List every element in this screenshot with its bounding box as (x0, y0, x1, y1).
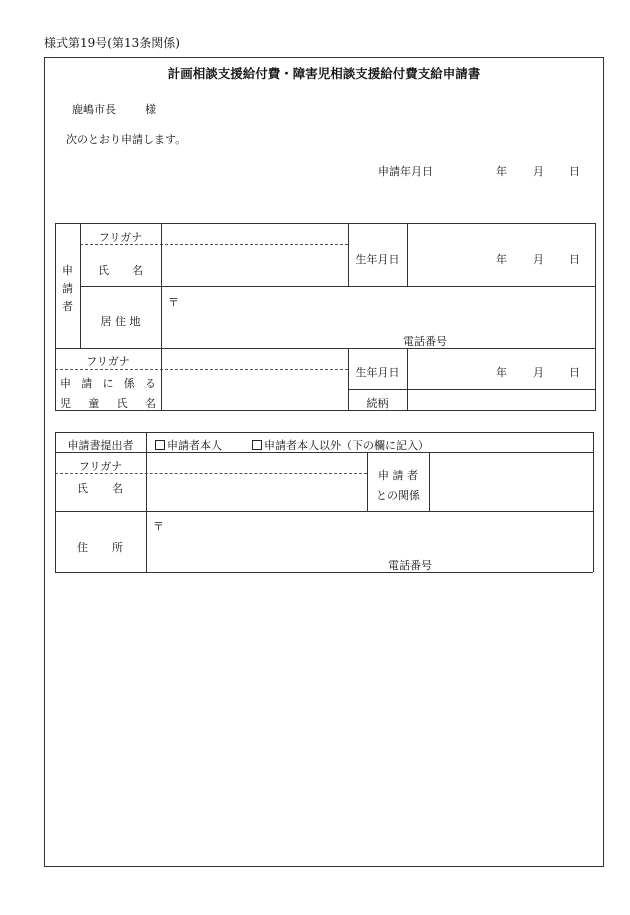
application-date-day: 日 (569, 165, 580, 178)
submitter-name-label: 氏 名 (77, 482, 123, 495)
application-date-month: 月 (533, 165, 544, 178)
submitter-postal-mark: 〒 (153, 520, 164, 533)
applicant-birthdate-year: 年 (496, 253, 507, 266)
child-label-line2: 児 童 氏 名 (60, 397, 156, 410)
submitter-other-option[interactable] (252, 437, 429, 453)
checkbox-other-label: 申請者本人以外（下の欄に記入） (264, 439, 429, 452)
applicant-postal-mark: 〒 (168, 296, 179, 309)
child-birthdate-month: 月 (533, 366, 544, 379)
applicant-birthdate-month: 月 (533, 253, 544, 266)
child-birthdate-day: 日 (569, 366, 580, 379)
form-number: 様式第19号(第13条関係) (44, 36, 180, 50)
submitter-relation-label-1: 申 請 者 (378, 469, 418, 482)
application-date-year: 年 (496, 165, 507, 178)
applicant-birthdate-label: 生年月日 (355, 253, 400, 266)
child-relation-label: 続柄 (366, 397, 389, 410)
intro-text: 次のとおり申請します。 (66, 133, 187, 146)
checkbox-other[interactable] (252, 440, 262, 450)
submitter-phone-label: 電話番号 (388, 559, 432, 572)
child-birthdate-year: 年 (496, 366, 507, 379)
submitter-relation-label-2: との関係 (376, 489, 420, 502)
checkbox-self[interactable] (155, 440, 165, 450)
applicant-side-label: 申 請 者 (62, 264, 73, 313)
applicant-birthdate-day: 日 (569, 253, 580, 266)
applicant-address-label: 居 住 地 (100, 315, 141, 328)
child-birthdate-label: 生年月日 (355, 366, 400, 379)
applicant-furigana-label: フリガナ (98, 231, 143, 244)
submitter-address-label: 住 所 (77, 541, 123, 554)
addressee-honorific: 様 (145, 103, 156, 116)
checkbox-self-label: 申請者本人 (167, 439, 222, 452)
applicant-phone-label: 電話番号 (403, 335, 447, 348)
submitter-label: 申請書提出者 (67, 439, 134, 452)
child-furigana-label: フリガナ (86, 355, 130, 368)
application-date-label: 申請年月日 (378, 165, 433, 178)
child-label-line1: 申 請 に 係 る (60, 377, 156, 390)
addressee-name: 鹿嶋市長 (72, 103, 116, 116)
applicant-name-label: 氏 名 (98, 264, 143, 277)
submitter-furigana-label: フリガナ (78, 460, 123, 473)
form-title: 計画相談支援給付費・障害児相談支援給付費支給申請書 (167, 66, 481, 81)
submitter-self-option[interactable] (155, 437, 222, 453)
